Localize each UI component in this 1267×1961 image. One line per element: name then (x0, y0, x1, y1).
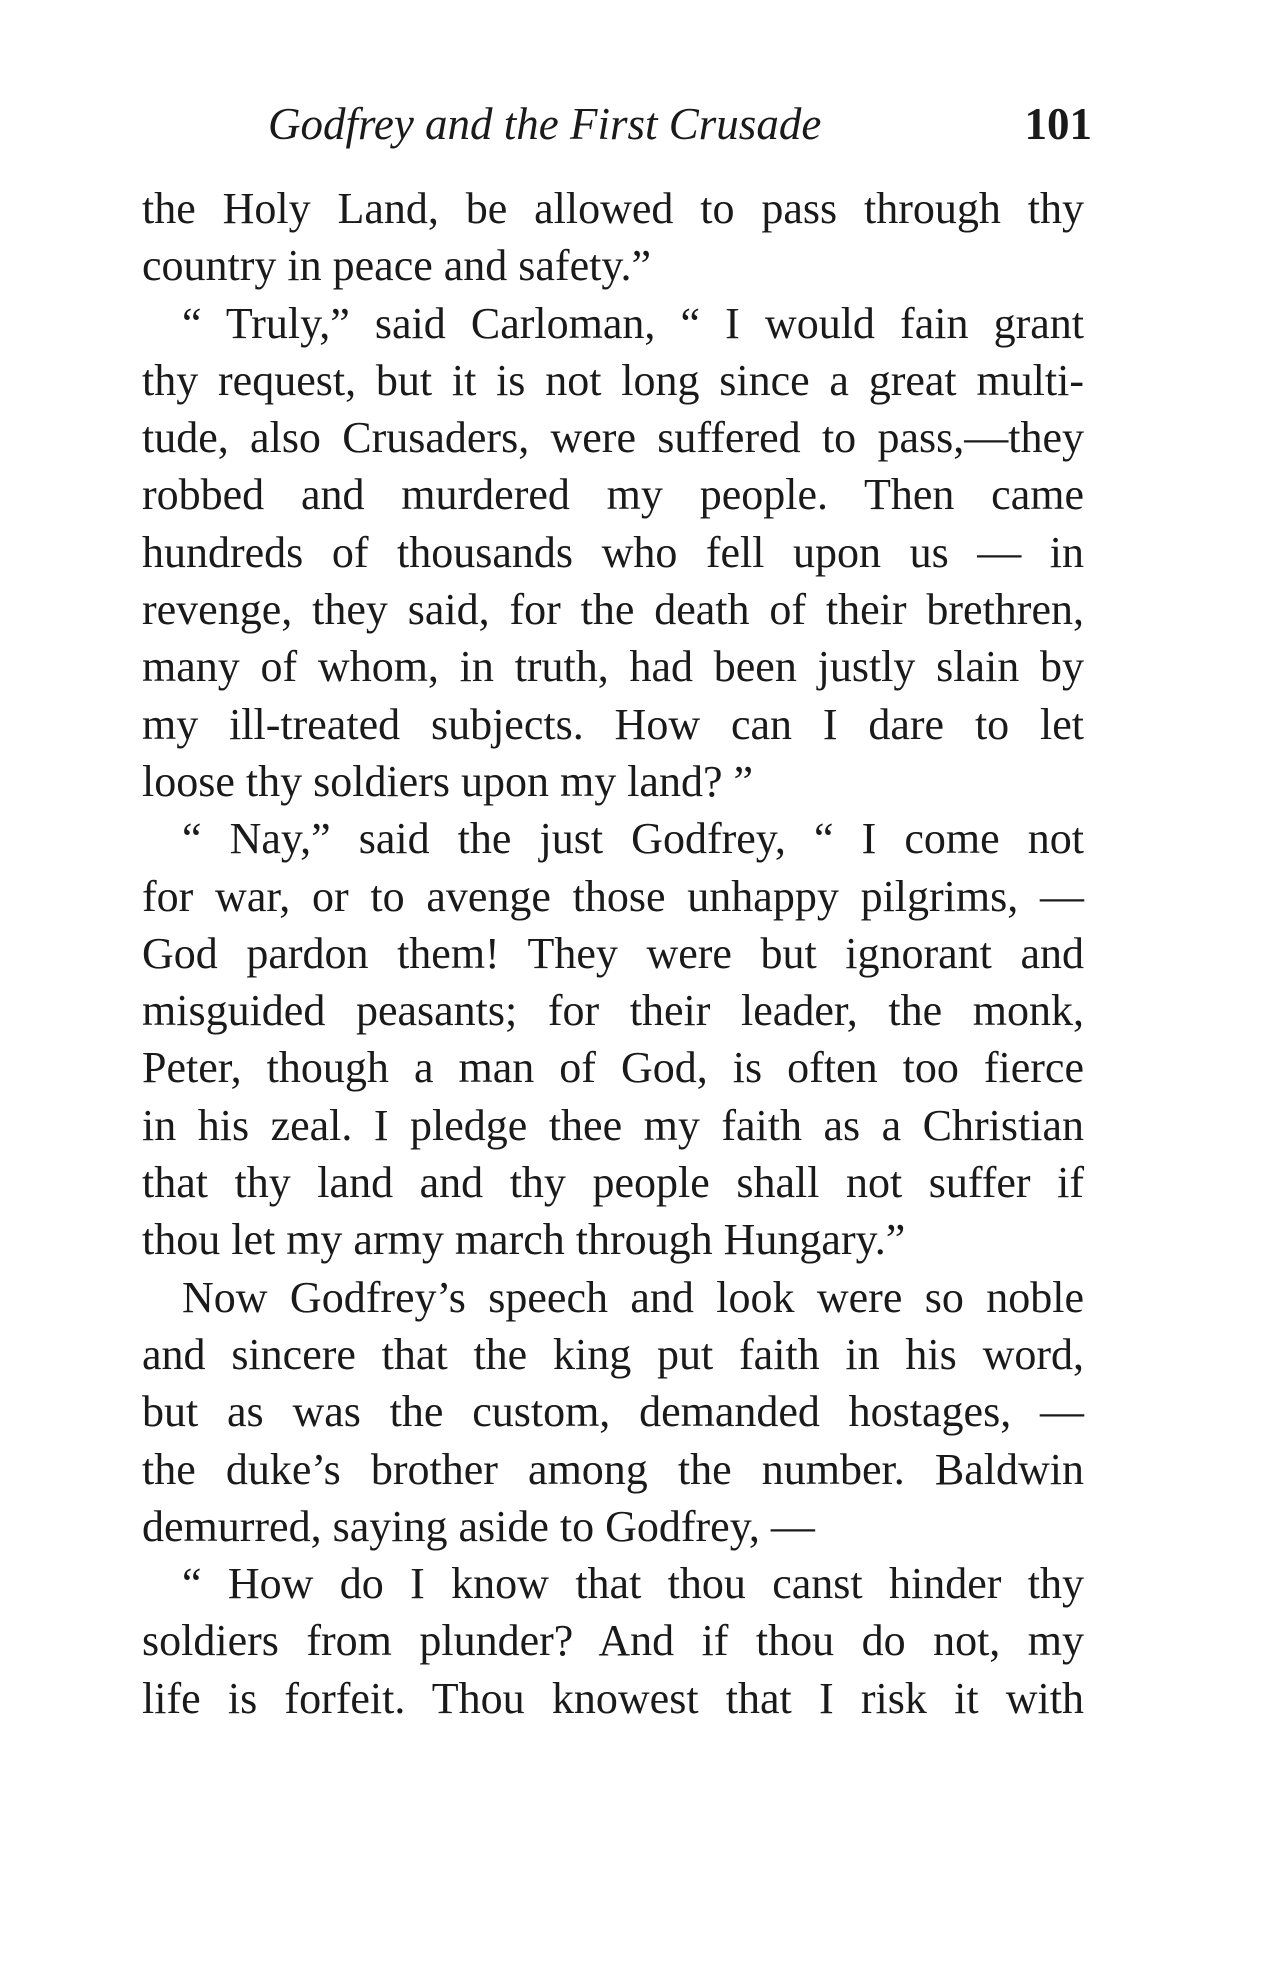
text-line: “ Nay,” said the just Godfrey, “ I come not (182, 814, 1084, 864)
text-line: many of whom, in truth, had been justly slain by (142, 642, 1084, 692)
text-line: hundreds of thousands who fell upon us — in (142, 527, 1084, 577)
text-line: God pardon them! They were but ignorant and (142, 928, 1084, 978)
text-line: Now Godfrey’s speech and look were so noble (182, 1272, 1084, 1322)
text-line: tude, also Crusaders, were suffered to pass,—they (142, 413, 1084, 463)
text-line: my ill-treated subjects. How can I dare to let (142, 699, 1084, 749)
text-line: thy request, but it is not long since a great multi- (142, 355, 1084, 405)
text-line: “ How do I know that thou canst hinder thy (182, 1559, 1084, 1609)
text-line: and sincere that the king put faith in his word, (142, 1329, 1084, 1379)
text-line: life is forfeit. Thou knowest that I risk it with (142, 1673, 1084, 1723)
text-line: demurred, saying aside to Godfrey, — (142, 1501, 815, 1551)
running-title: Godfrey and the First Crusade (268, 99, 822, 149)
text-line: thou let my army march through Hungary.” (142, 1215, 906, 1265)
text-line: Peter, though a man of God, is often too fierce (142, 1043, 1084, 1093)
text-line: the Holy Land, be allowed to pass through thy (142, 184, 1084, 233)
text-line: loose thy soldiers upon my land? ” (142, 756, 754, 806)
page-number: 101 (1024, 99, 1092, 149)
text-line: for war, or to avenge those unhappy pilgrims, — (142, 871, 1084, 921)
text-line: that thy land and thy people shall not suffer if (142, 1158, 1084, 1208)
text-line: “ Truly,” said Carloman, “ I would fain grant (182, 298, 1084, 348)
text-line: country in peace and safety.” (142, 241, 652, 291)
text-line: but as was the custom, demanded hostages, — (142, 1387, 1084, 1437)
body-text (142, 180, 1084, 1727)
text-line: the duke’s brother among the number. Baldwin (142, 1444, 1084, 1494)
running-head (142, 98, 1092, 168)
text-line: revenge, they said, for the death of their brethren, (142, 585, 1084, 635)
text-line: misguided peasants; for their leader, the monk, (142, 986, 1084, 1036)
text-line: robbed and murdered my people. Then came (142, 470, 1084, 520)
text-line: soldiers from plunder? And if thou do not, my (142, 1616, 1084, 1666)
text-line: in his zeal. I pledge thee my faith as a Christian (142, 1100, 1084, 1150)
